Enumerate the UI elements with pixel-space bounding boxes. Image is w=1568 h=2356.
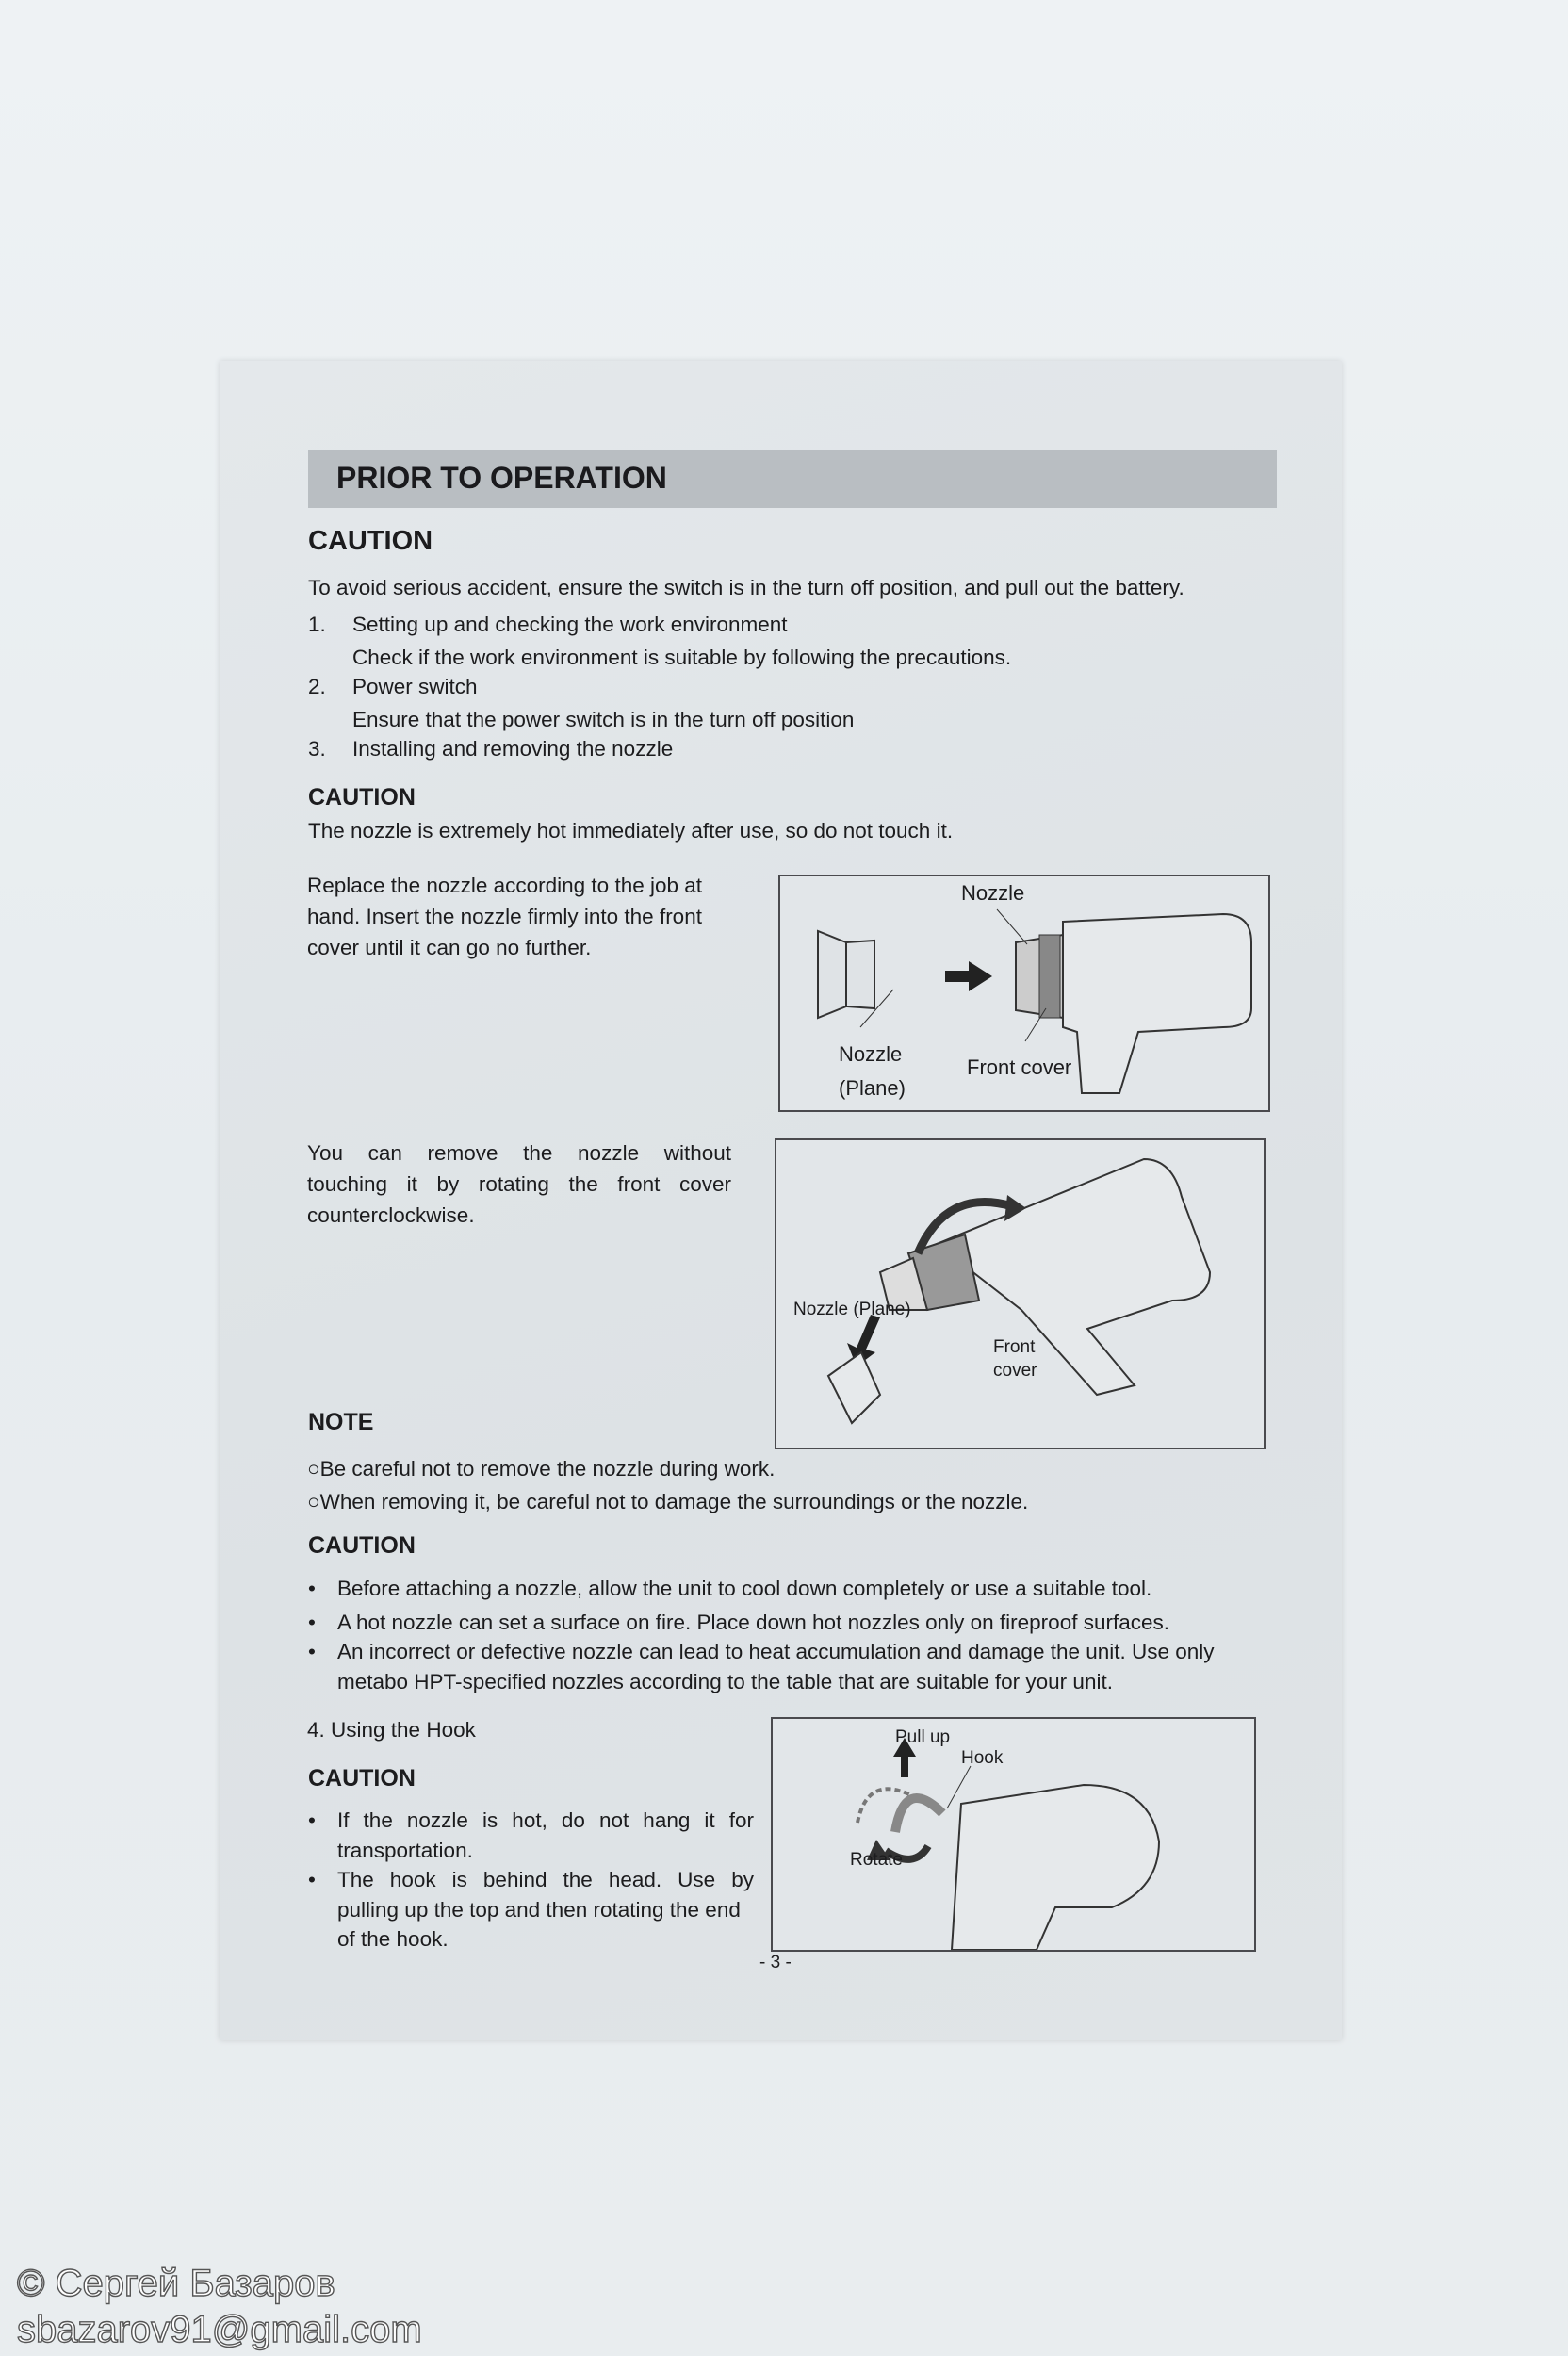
figure-hook — [771, 1717, 1256, 1952]
caution-bullet: • An incorrect or defective nozzle can lead to heat accumulation and damage the unit. Use only — [308, 1640, 1215, 1663]
caution-bullet: • If the nozzle is hot, do not hang it for transportation. • The hook is behind the head. Use by pulling up the top and then rotating the end of the hook. — [308, 1806, 754, 1955]
bullet-text: A hot nozzle can set a surface on fire. Place down hot nozzles only on fireproof surfaces. — [337, 1611, 1169, 1634]
label-front-cover: Front cover — [967, 1055, 1072, 1079]
remove-nozzle-text — [307, 1137, 731, 1231]
bullet-text: of the hook. — [337, 1927, 449, 1951]
step-number: 1. — [308, 613, 326, 636]
bullet-continuation: metabo HPT-specified nozzles according to the table that are suitable for your unit. — [337, 1670, 1113, 1693]
text-line: counterclockwise. — [307, 1203, 475, 1227]
label-rotate: Rotate — [850, 1850, 903, 1870]
caution-heading: CAUTION — [308, 784, 416, 810]
step-title: Installing and removing the nozzle — [352, 737, 674, 761]
text-line: You can remove the nozzle without — [307, 1141, 731, 1165]
figure-remove-nozzle — [775, 1138, 1266, 1449]
bullet-text: If the nozzle is hot, do not hang it for — [337, 1808, 754, 1832]
bullet-text: transportation. — [337, 1838, 473, 1862]
text-line: hand. Insert the nozzle firmly into the front — [307, 905, 702, 928]
figure-install-nozzle — [778, 875, 1270, 1112]
step-3 — [308, 737, 673, 761]
caution-heading: CAUTION — [308, 1532, 416, 1559]
caution-text: The nozzle is extremely hot immediately after use, so do not touch it. — [308, 819, 954, 843]
step-2-detail: Ensure that the power switch is in the turn off position — [352, 708, 855, 731]
label-pull-up: Pull up — [895, 1727, 951, 1747]
text-line: cover — [993, 1360, 1037, 1381]
step-2 — [308, 675, 478, 699]
step-title: Power switch — [352, 675, 478, 698]
bullet-text: Before attaching a nozzle, allow the unit to cool down completely or use a suitable tool. — [337, 1577, 1152, 1600]
label-hook: Hook — [961, 1748, 1004, 1768]
bullet-text: The hook is behind the head. Use by — [337, 1868, 754, 1891]
heat-gun-hook-illustration — [773, 1719, 1254, 1950]
page-number: - 3 - — [760, 1953, 792, 1972]
replace-nozzle-text — [307, 870, 702, 963]
step-number: 3. — [308, 737, 326, 761]
note-item: ○Be careful not to remove the nozzle during work. — [307, 1457, 776, 1481]
section-title: PRIOR TO OPERATION — [336, 461, 667, 495]
label-nozzle-plane: (Plane) — [839, 1076, 906, 1100]
caution-text: To avoid serious accident, ensure the switch is in the turn off position, and pull out the battery. — [308, 576, 1184, 599]
step-number: 2. — [308, 675, 326, 698]
heat-gun-rotate-illustration — [776, 1140, 1264, 1448]
step-1 — [308, 613, 788, 637]
step-title: Setting up and checking the work environment — [352, 613, 788, 636]
caution-bullet: • A hot nozzle can set a surface on fire. Place down hot nozzles only on fireproof surfaces. — [308, 1611, 1169, 1634]
label-nozzle-plane: Nozzle (Plane) — [793, 1300, 911, 1319]
label-nozzle-plane: Nozzle — [839, 1042, 903, 1066]
caution-heading: CAUTION — [308, 1765, 416, 1792]
note-item: ○When removing it, be careful not to damage the surroundings or the nozzle. — [307, 1490, 1029, 1513]
text-line: cover until it can go no further. — [307, 936, 592, 959]
text-line: touching it by rotating the front cover — [307, 1172, 731, 1196]
watermark-author: © Сергей Базаров — [17, 2263, 335, 2304]
text-line: Replace the nozzle according to the job at — [307, 874, 703, 897]
caution-heading: CAUTION — [308, 526, 433, 556]
note-heading: NOTE — [308, 1409, 374, 1435]
text-line: Front — [993, 1337, 1036, 1357]
label-front-cover — [993, 1336, 1037, 1383]
step-1-detail: Check if the work environment is suitable by following the precautions. — [352, 646, 1012, 669]
label-nozzle: Nozzle — [961, 881, 1025, 905]
bullet-text: pulling up the top and then rotating the end — [337, 1897, 741, 1922]
caution-bullet: • Before attaching a nozzle, allow the unit to cool down completely or use a suitable tool. — [308, 1577, 1152, 1600]
bullet-text: An incorrect or defective nozzle can lead to heat accumulation and damage the unit. Use only — [337, 1640, 1215, 1663]
watermark-email: sbazarov91@gmail.com — [17, 2309, 422, 2350]
step-4: 4. Using the Hook — [307, 1718, 476, 1742]
